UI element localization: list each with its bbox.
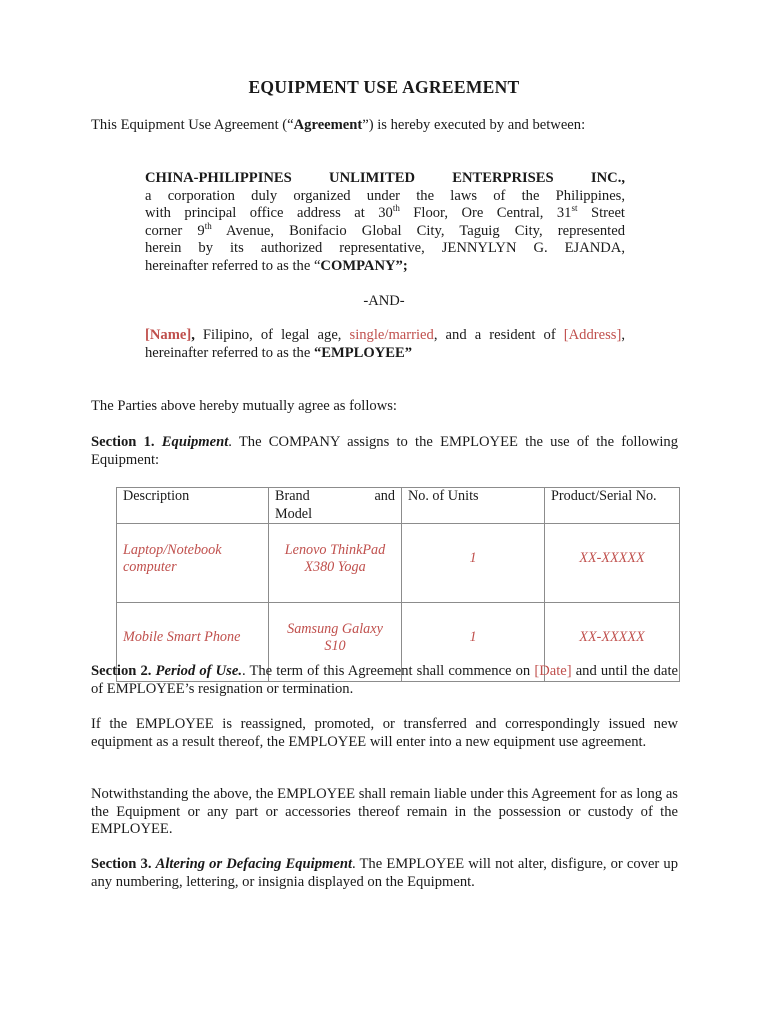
equipment-table bbox=[116, 487, 680, 682]
and-separator: -AND- bbox=[363, 293, 405, 309]
section-1-heading: Equipment bbox=[161, 434, 229, 450]
employee-term: “EMPLOYEE” bbox=[313, 344, 413, 361]
company-name: CHINA-PHILIPPINES UNLIMITED ENTERPRISES INC., bbox=[145, 170, 625, 186]
section-2-label: Section 2 bbox=[91, 663, 148, 679]
address-placeholder: [Address] bbox=[563, 327, 622, 343]
company-line-5: hereinafter referred to as the “COMPANY”; bbox=[145, 257, 408, 274]
header-brand-model: Brand and Model bbox=[269, 488, 402, 524]
agreement-term: Agreement bbox=[293, 117, 363, 133]
section-2-paragraph: Section 2. Period of Use.. The term of this Agreement shall commence on [Date] and until the date of EMPLOYEE’s resignation or termination. bbox=[91, 663, 678, 697]
cell-brand: Lenovo ThinkPad X380 Yoga bbox=[269, 524, 402, 603]
section-3-heading: Altering or Defacing Equipment bbox=[155, 856, 353, 872]
section-3-label: Section 3 bbox=[91, 856, 148, 872]
section-1-label: Section 1 bbox=[91, 434, 151, 450]
employee-party-block: [Name], Filipino, of legal age, single/married, and a resident of [Address], hereinafter referred to as the “EMPLOYEE” bbox=[145, 327, 625, 361]
cell-description: Laptop/Notebook computer bbox=[117, 524, 269, 603]
date-placeholder: [Date] bbox=[534, 663, 572, 679]
company-line-1: a corporation duly organized under the laws of the Philippines, bbox=[145, 187, 625, 204]
header-description: Description bbox=[117, 488, 269, 524]
intro-text-end: ”) is hereby executed by and between: bbox=[362, 117, 586, 133]
cell-serial: XX-XXXXX bbox=[545, 524, 680, 603]
agree-line: The Parties above hereby mutually agree as follows: bbox=[91, 398, 397, 414]
cell-serial: XX-XXXXX bbox=[545, 603, 680, 682]
company-line-2: with principal office address at 30th Floor, Ore Central, 31st Street bbox=[145, 203, 625, 222]
section-3-paragraph: Section 3. Altering or Defacing Equipment. The EMPLOYEE will not alter, disfigure, or cover up any numbering, lettering, or insignia displayed on the Equipment. bbox=[91, 856, 678, 890]
employee-name-placeholder: [Name] bbox=[145, 327, 192, 343]
header-units: No. of Units bbox=[402, 488, 545, 524]
cell-units: 1 bbox=[402, 603, 545, 682]
company-line-3: corner 9th Avenue, Bonifacio Global City, Taguig City, represented bbox=[145, 220, 625, 239]
reassignment-paragraph: If the EMPLOYEE is reassigned, promoted, or transferred and correspondingly issued new equipment as a result thereof, the EMPLOYEE will enter into a new equipment use agreement. bbox=[91, 716, 678, 750]
table-header-row bbox=[117, 488, 680, 524]
company-party-block bbox=[145, 170, 625, 276]
liability-paragraph: Notwithstanding the above, the EMPLOYEE shall remain liable under this Agreement for as long as the Equipment or any part or accessories thereof remain in the possession or custody of the EMPLOYEE. bbox=[91, 786, 678, 838]
section-2-heading: Period of Use. bbox=[155, 663, 242, 679]
civil-status-placeholder: single/married bbox=[349, 327, 434, 343]
cell-units: 1 bbox=[402, 524, 545, 603]
table-row bbox=[117, 524, 680, 603]
cell-brand: Samsung Galaxy S10 bbox=[269, 603, 402, 682]
company-line-4: herein by its authorized representative, JENNYLYN G. EJANDA, bbox=[145, 240, 625, 257]
cell-description: Mobile Smart Phone bbox=[117, 603, 269, 682]
header-serial: Product/Serial No. bbox=[545, 488, 680, 524]
document-title: EQUIPMENT USE AGREEMENT bbox=[248, 77, 520, 97]
intro-paragraph bbox=[91, 117, 678, 135]
intro-text: This Equipment Use Agreement (“ bbox=[91, 117, 294, 133]
section-1-paragraph: Section 1. Equipment. The COMPANY assigns to the EMPLOYEE the use of the following Equipment: bbox=[91, 434, 679, 468]
